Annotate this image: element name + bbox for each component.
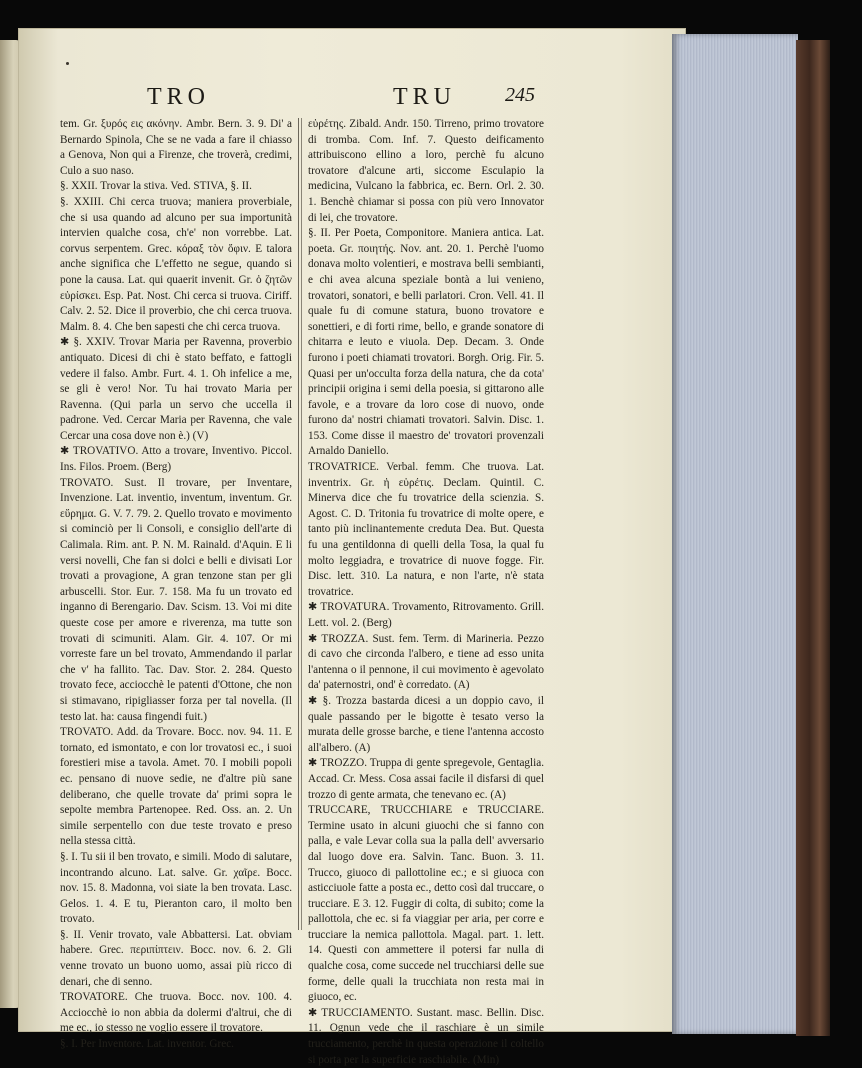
entry-paragraph: TROVATORE. Che truova. Bocc. nov. 100. 4. Acciocchè io non abbia da dolermi d'altrui, che di me ec., io stesso ne voglio essere il trovatore. <box>60 991 292 1035</box>
column-rule-double <box>301 118 302 930</box>
left-running-head: TRO <box>147 84 210 110</box>
left-column <box>60 117 292 1053</box>
right-column <box>308 117 544 1068</box>
entry-paragraph: ✱ TROVATURA. Trovamento, Ritrovamento. Grill. Lett. vol. 2. (Berg) <box>308 601 544 629</box>
column-rule <box>298 118 299 930</box>
center-running-head: TRU <box>393 84 456 110</box>
entry-paragraph: §. II. Venir trovato, vale Abbattersi. Lat. obviam habere. Grec. περιπίπτειν. Bocc. nov. 6. 2. Gli venne trovato un buono uomo, assai più ricco di denari, che di senno. <box>60 928 292 988</box>
entry-paragraph: TRUCCARE, TRUCCHIARE e TRUCCIARE. Termine usato in alcuni giuochi che si fanno con palla, e vale Levar colla sua la palla dell' avversario dal luogo dove era. Salvin. Tanc. Buon. 3. 11. Trucco, giuoco di pallottoline ec.; e si giuoca con asticciuole fatte a posta ec., detto così dal truccare, o trucciare. E 3. 12. Fuggir di colta, di subito; come la pallottola, che ec. si fa viaggiar per aria, per corre e trucciare la nemica pallottola. Magal. part. 1. lett. 14. Questi con ammettere il potersi far nulla di qualche cosa, come succede nel trucchiarsi delle sue forme, delle quali la trucchiata non resta mai in giuoco, ec. <box>308 804 544 1004</box>
entry-paragraph: ✱ §. Trozza bastarda dicesi a un doppio cavo, il quale passando per le bigotte è tesato verso la murata delle grosse barche, e tiene l'antenna accosto all'albero. (A) <box>308 694 544 754</box>
ink-mark <box>66 62 69 65</box>
entry-paragraph: §. XXIII. Chi cerca truova; maniera proverbiale, che si usa quando ad alcuno per sua importunità intervien qualche cosa, ch'e' non vorrebbe. Lat. corvus serpentem. Grec. κόραξ τὸν ὄφιν. E talora anche significa che L'effetto ne segue, quando si pone la causa. Lat. qui quaerit invenit. Gr. ὁ ζητῶν εὑρίσκει. Esp. Pat. Nost. Chi cerca si truova. Ciriff. Calv. 2. 52. Dice il proverbio, che chi cerca truova. Malm. 8. 4. Che ben sapesti che chi cerca truova. <box>60 195 292 333</box>
entry-paragraph: §. II. Per Poeta, Componitore. Maniera antica. Lat. poeta. Gr. ποιητής. Nov. ant. 20. 1. Perchè l'uomo donava molto volentieri, e mostrava belli sembianti, e chi avea alcuna speziale bontà a lui venieno, trovatori, sonatori, e belli parlatori. Cron. Vell. 41. Il quale fu di comune statura, buono trovatore e sonettieri, e di forti rime, bello, e grande sonatore di chitarra e leuto e viuola. Dep. Decam. 3. Onde furono i poeti chiamati trovatori. Borgh. Orig. Fir. 5. Quasi per un'occulta forza della natura, che da cota' principii origina i semi della poesia, si gittarono alle favole, e a trovare da loro cose di nuovo, onde furono da' nostri chiamati trovatori. Salvin. Disc. 1. 153. Come disse il maestro de' trovatori provenzali Arnaldo Daniello. <box>308 227 544 458</box>
entry-paragraph: ✱ TROVATIVO. Atto a trovare, Inventivo. Piccol. Ins. Filos. Proem. (Berg) <box>60 445 292 474</box>
entry-paragraph: §. I. Tu sii il ben trovato, e simili. Modo di salutare, incontrando alcuno. Lat. salve. Gr. χαῖρε. Bocc. nov. 15. 8. Madonna, voi siate la ben trovata. Lasc. Gelos. 1. 4. E tu, Pieranton caro, il molto ben trovato. <box>60 850 292 926</box>
entry-paragraph: εὑρέτης. Zibald. Andr. 150. Tirreno, primo trovatore di tromba. Com. Inf. 7. Questo deificamento attribuiscono ellino a loro, perchè fu alcuno trovatore d'alcune arti, siccome Esculapio la medicina, Vulcano la fabbrica, ec. Bern. Orl. 2. 30. 1. Benchè chiamar si possa con più vero Innovator di lei, che trovatore. <box>308 118 544 224</box>
book-cover <box>796 40 830 1036</box>
entry-paragraph: §. I. Per Inventore. Lat. inventor. Grec. <box>60 1038 234 1051</box>
entry-paragraph: ✱ TROZZA. Sust. fem. Term. di Marineria. Pezzo di cavo che circonda l'albero, e tiene ad esso unita l'antenna o il pennone, il cui movimento è agevolato da' paternostri, ond' è corredato. (A) <box>308 632 544 692</box>
entry-paragraph: ✱ TROZZO. Truppa di gente spregevole, Gentaglia. Accad. Cr. Mess. Cosa assai facile il disfarsi di quel trozzo di gente armata, che tenevano ec. (A) <box>308 757 544 801</box>
entry-paragraph: TROVATO. Add. da Trovare. Bocc. nov. 94. 11. E tornato, ed ismontato, e con lor trovatosi ec., i suoi forestieri mise a tavola. Amet. 70. I mobili popoli ec. pensano di nuove sedie, ne d'altre più sane deliberano, che quelle trovate da' primi sopra le sepolte membra Partenopee. Red. Oss. an. 2. Un simile serpentello con due teste trovato e preso nella stessa città. <box>60 726 292 848</box>
page-stack-edge <box>672 34 798 1034</box>
page-number: 245 <box>505 84 535 106</box>
entry-paragraph: TROVATRICE. Verbal. femm. Che truova. Lat. inventrix. Gr. ἡ εὑρέτις. Declam. Quintil. C. Minerva dice che fu trovatrice della scienzia. S. Agost. C. D. Tritonia fu trovatrice di molte opere, e tanto più inclinantemente creduta Dea. But. Questa fu una gentildonna di quelli della Tosa, la qual fu molto leggiadra, e trovatrice di nuove fogge. Fir. Disc. lett. 310. La natura, e non l'arte, n'è stata trovatrice. <box>308 461 544 598</box>
entry-paragraph: §. XXII. Trovar la stiva. Ved. STIVA, §. II. <box>60 180 252 193</box>
entry-paragraph: ✱ TRUCCIAMENTO. Sustant. masc. Bellin. Disc. 11. Ognun vede che il raschiare è un simile trucciamento, perchè in questa operazione il coltello si porta per la superficie raschiabile. (Min) <box>308 1006 544 1066</box>
entry-paragraph: tem. Gr. ξυρός εις ακόνην. Ambr. Bern. 3. 9. Di' a Bernardo Spinola, Che se ne vada a fare il chiasso a Genova, Non qui a Firenze, che troverà, credimi, Culo a suo naso. <box>60 118 292 177</box>
entry-paragraph: ✱ §. XXIV. Trovar Maria per Ravenna, proverbio antiquato. Dicesi di chi è stato beffato, e fattogli vedere il falso. Ambr. Furt. 4. 1. Oh infelice a me, se gli è vero! Nor. Tu hai trovato Maria per Ravenna. (Qui parla un servo che uccella il padrone. Ved. Cercar Maria per Ravenna, che vale Cercar una cosa dove non è.) (V) <box>60 336 292 442</box>
entry-paragraph: TROVATO. Sust. Il trovare, per Inventare, Invenzione. Lat. inventio, inventum, inventum. Gr. εὕρημα. G. V. 7. 79. 2. Quello trovato e movimento si cominciò per li Consoli, e consiglio dell'arte di Calimala. Rim. ant. P. N. M. Rainald. d'Aquin. E li versi novelli, Che fan si dolci e belli e divisati Lor trovati a provagione, A gran tenzone stan per gli arbuscelli. Stor. Eur. 7. 158. Ma fu un trovato ed inganno di Berengario. Dav. Scism. 13. Voi mi dite queste cose per amore e riverenza, ma tutte son trovati di scimuniti. Alam. Gir. 4. 107. Or mi vorreste fare un bel trovato, Ammendando il parlar che v' ha fallito. Tac. Dav. Stor. 2. 284. Questo trovato fece, acciocchè le patenti d'Ottone, che non si stimavano, ripigliasser forza per tal novella. (Il testo lat. ha: causa fingendi fuit.) <box>60 476 292 723</box>
